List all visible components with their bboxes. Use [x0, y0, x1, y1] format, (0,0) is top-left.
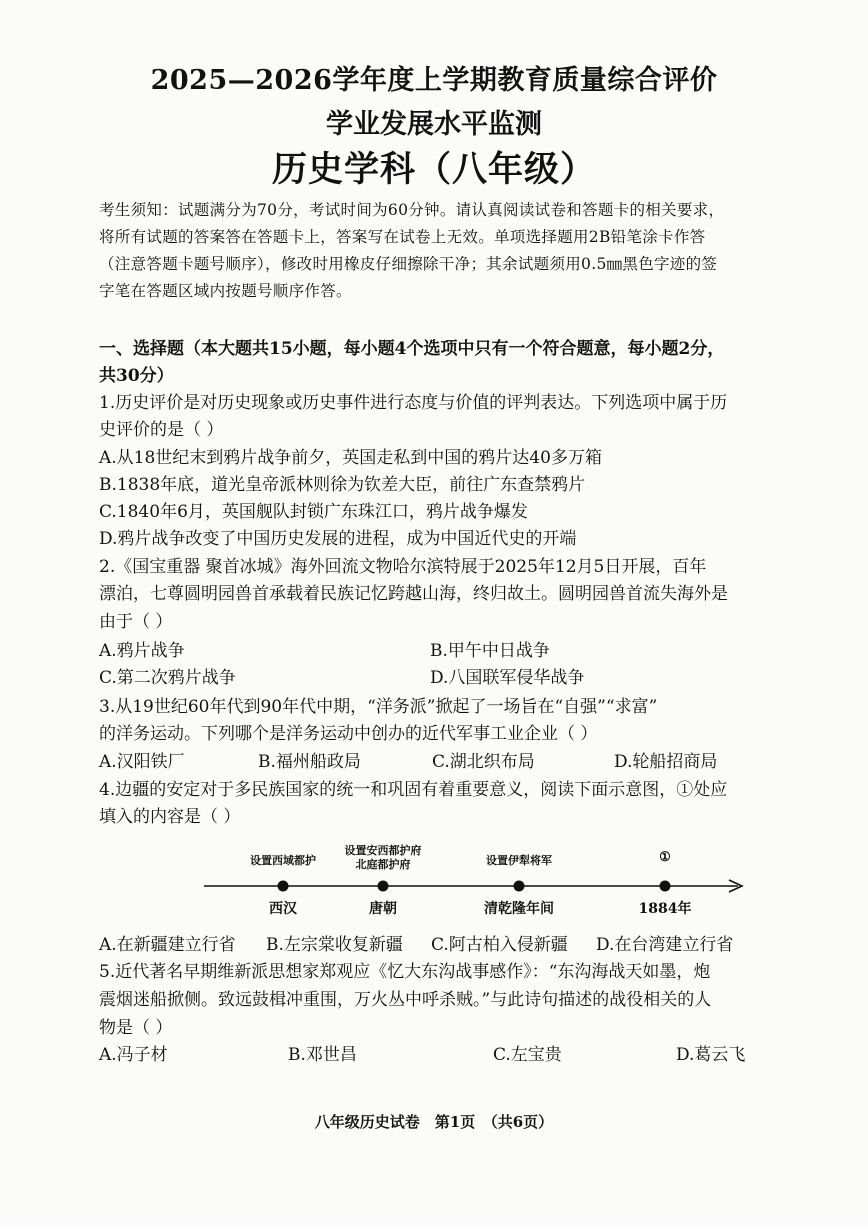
exam-subject-title: 历史学科（八年级） [271, 149, 596, 190]
question-stem: 漂泊，七尊圆明园兽首承载着民族记忆跨越山海，终归故土。圆明园兽首流失海外是 [99, 584, 728, 604]
timeline-period: 西汉 [269, 901, 297, 917]
option-d: D.葛云飞 [676, 1045, 746, 1065]
timeline-blank-marker: ① [659, 850, 671, 865]
option-a: A.鸦片战争 [99, 641, 185, 661]
option-d: D.轮船招商局 [614, 752, 718, 772]
question-stem: 填入的内容是（ ） [99, 807, 241, 827]
timeline-event-label: 设置西域都护 [250, 854, 316, 867]
option-b: B.邓世昌 [288, 1045, 357, 1065]
question-stem: 2.《国宝重器 聚首冰城》海外回流文物哈尔滨特展于2025年12月5日开展，百年 [99, 557, 707, 577]
page-footer: 八年级历史试卷 第1页 （共6页） [314, 1113, 554, 1131]
option-b: B.1838年底，道光皇帝派林则徐为钦差大臣，前往广东查禁鸦片 [99, 475, 586, 495]
exam-title-line1: 2025—2026学年度上学期教育质量综合评价 [150, 65, 718, 96]
section-heading: 一、选择题（本大题共15小题，每小题4个选项中只有一个符合题意，每小题2分， [99, 339, 725, 359]
option-c: C.湖北织布局 [432, 752, 535, 772]
option-d: D.八国联军侵华战争 [430, 668, 585, 688]
section-heading-cont: 共30分） [99, 366, 174, 386]
option-d: D.在台湾建立行省 [596, 935, 734, 955]
option-a: A.从18世纪末到鸦片战争前夕，英国走私到中国的鸦片达40多万箱 [99, 448, 602, 468]
question-stem: 4.边疆的安定对于多民族国家的统一和巩固有着重要意义，阅读下面示意图，①处应 [99, 780, 728, 800]
option-c: C.第二次鸦片战争 [99, 668, 236, 688]
option-a: A.冯子材 [99, 1045, 168, 1065]
timeline-dot [660, 881, 671, 892]
notice-line: （注意答题卡题号顺序），修改时用橡皮仔细擦除干净；其余试题须用0.5㎜黑色字迹的签 [99, 255, 718, 273]
question-stem: 史评价的是（ ） [99, 420, 224, 440]
notice-line: 考生须知：试题满分为70分，考试时间为60分钟。请认真阅读试卷和答题卡的相关要求， [99, 201, 725, 219]
notice-line: 将所有试题的答案答在答题卡上，答案写在试卷上无效。单项选择题用2B铅笔涂卡作答 [99, 228, 706, 246]
option-b: B.甲午中日战争 [430, 641, 550, 661]
option-a: A.汉阳铁厂 [99, 752, 185, 772]
option-a: A.在新疆建立行省 [99, 935, 236, 955]
option-c: C.1840年6月，英国舰队封锁广东珠江口，鸦片战争爆发 [99, 502, 528, 522]
question-stem: 1.历史评价是对历史现象或历史事件进行态度与价值的评判表达。下列选项中属于历 [99, 393, 728, 413]
option-c: C.阿古柏入侵新疆 [431, 935, 568, 955]
timeline-event-label: 设置伊犁将军 [486, 854, 552, 867]
timeline-dot [378, 881, 389, 892]
timeline-period: 1884年 [638, 901, 692, 917]
notice-line: 字笔在答题区域内按题号顺序作答。 [99, 282, 352, 300]
option-b: B.左宗棠收复新疆 [266, 935, 403, 955]
option-d: D.鸦片战争改变了中国历史发展的进程，成为中国近代史的开端 [99, 529, 577, 549]
timeline-period: 唐朝 [369, 901, 397, 917]
timeline-period: 清乾隆年间 [484, 901, 554, 917]
question-stem: 5.近代著名早期维新派思想家郑观应《忆大东沟战事感作》：“东沟海战天如墨，炮 [99, 962, 711, 982]
option-c: C.左宝贵 [493, 1045, 562, 1065]
question-stem: 震烟迷船掀侧。致远鼓楫冲重围，万火丛中呼杀贼。”与此诗句描述的战役相关的人 [99, 990, 712, 1010]
timeline-dot [278, 881, 289, 892]
question-stem: 物是（ ） [99, 1018, 173, 1038]
question-stem: 由于（ ） [99, 612, 173, 632]
timeline-event-label: 设置安西都护府 [344, 844, 422, 857]
option-b: B.福州船政局 [258, 752, 361, 772]
exam-title-line2: 学业发展水平监测 [326, 109, 542, 140]
question-stem: 3.从19世纪60年代到90年代中期，“洋务派”掀起了一场旨在“自强”“求富” [99, 697, 658, 717]
timeline-dot [514, 881, 525, 892]
question-stem: 的洋务运动。下列哪个是洋务运动中创办的近代军事工业企业（ ） [99, 724, 598, 744]
timeline-event-label: 北庭都护府 [355, 858, 411, 871]
